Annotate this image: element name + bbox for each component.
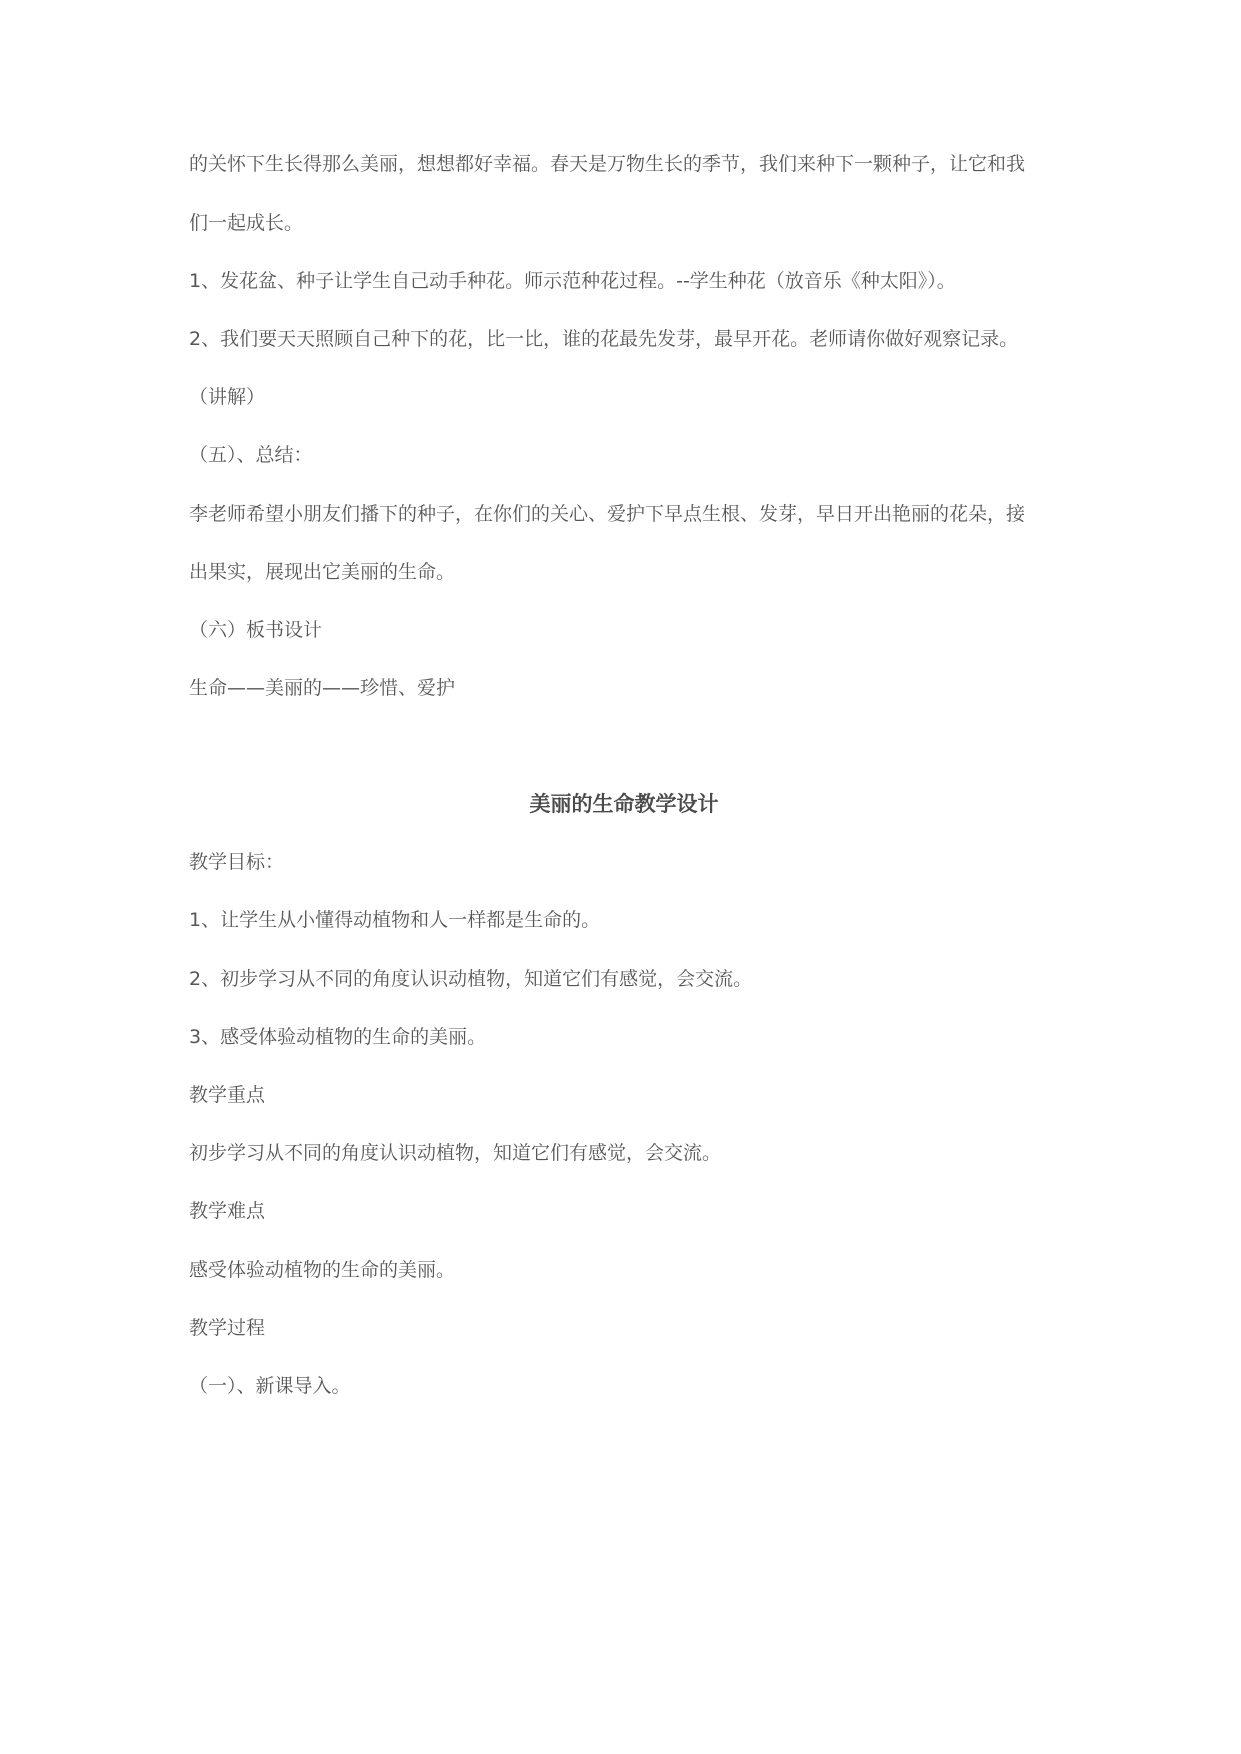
- paragraph-line: 出果实，展现出它美丽的生命。: [189, 561, 456, 583]
- goal-item: 1、让学生从小懂得动植物和人一样都是生命的。: [189, 909, 601, 931]
- board-content: 生命——美丽的——珍惜、爱护: [189, 677, 456, 699]
- paragraph-line: 的关怀下生长得那么美丽，想想都好幸福。春天是万物生长的季节，我们来种下一颗种子，让它和我: [189, 153, 1026, 175]
- section-heading: 教学重点: [189, 1084, 266, 1106]
- section-heading: 教学目标：: [189, 851, 285, 873]
- section-heading: （六）板书设计: [189, 619, 323, 641]
- section-heading: （五）、总结：: [189, 444, 313, 466]
- section-heading: （一）、新课导入。: [189, 1375, 351, 1397]
- step-item: 1、发花盆、种子让学生自己动手种花。师示范种花过程。--学生种花（放音乐《种太阳》）。: [189, 270, 956, 292]
- paragraph-line: 们一起成长。: [189, 212, 304, 234]
- goal-item: 3、感受体验动植物的生命的美丽。: [189, 1026, 487, 1048]
- section-heading: 教学过程: [189, 1317, 266, 1339]
- paragraph-line: 李老师希望小朋友们播下的种子，在你们的关心、爱护下早点生根、发芽，早日开出艳丽的花朵，接: [189, 503, 1026, 525]
- goal-item: 2、初步学习从不同的角度认识动植物，知道它们有感觉，会交流。: [189, 968, 753, 990]
- note-text: （讲解）: [189, 386, 266, 408]
- paragraph-line: 初步学习从不同的角度认识动植物，知道它们有感觉，会交流。: [189, 1142, 722, 1164]
- document-title: 美丽的生命教学设计: [529, 792, 719, 816]
- step-item: 2、我们要天天照顾自己种下的花，比一比，谁的花最先发芽，最早开花。老师请你做好观察记录。: [189, 328, 1019, 350]
- paragraph-line: 感受体验动植物的生命的美丽。: [189, 1259, 456, 1281]
- section-heading: 教学难点: [189, 1200, 266, 1222]
